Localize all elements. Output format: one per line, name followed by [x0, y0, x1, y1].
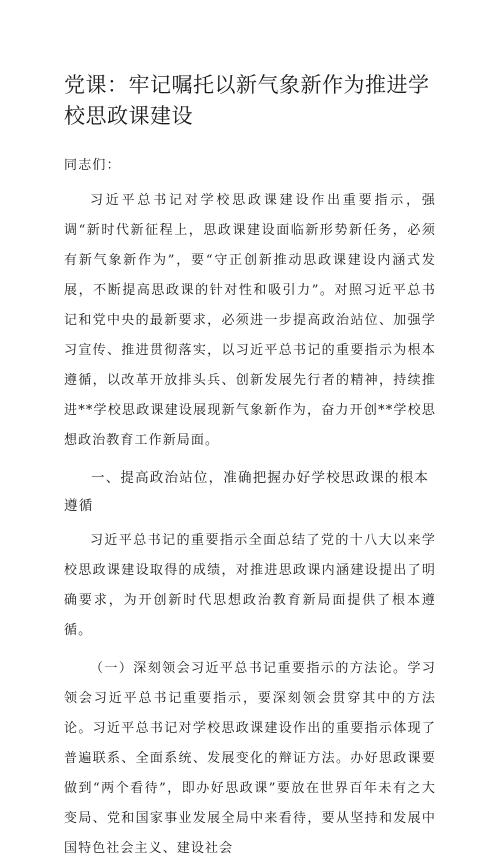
section-heading-1: 一、提高政治站位，准确把握办好学校思政课的根本遵循: [64, 470, 430, 514]
document-title: 党课：牢记嘱托以新气象新作为推进学校思政课建设: [64, 73, 430, 128]
salutation: 同志们：: [64, 158, 121, 173]
subsection-1-paragraph: （一）深刻领会习近平总书记重要指示的方法论。学习领会习近平总书记重要指示，要深刻领会贯穿其中的方法论。习近平总书记对学校思政课建设作出的重要指示体现了普遍联系、全面系统、发展变化的辩证方法。办好思政课要做到“两个看待”，即办好思政课”要放在世界百年未有之大变局、党和国家事业发展全局中来看待，要从坚持和发展中国特色社会主义、建设社会: [64, 661, 436, 856]
section-1-paragraph: 习近平总书记的重要指示全面总结了党的十八大以来学校思政课建设取得的成绩，对推进思政课内涵建设提出了明确要求，为开创新时代思想政治教育新局面提供了根本遵循。: [64, 533, 436, 638]
intro-paragraph: 习近平总书记对学校思政课建设作出重要指示，强调“新时代新征程上，思政课建设面临新形势新任务，必须有新气象新作为”，要“守正创新推动思政课建设内涵式发展，不断提高思政课的针对性和吸引力”。对照习近平总书记和党中央的最新要求，必须进一步提高政治站位、加强学习宣传、推进贯彻落实，以习近平总书记的重要指示为根本遵循，以改革开放排头兵、创新发展先行者的精神，持续推进**学校思政课建设展现新气象新作为，奋力开创**学校思想政治教育工作新局面。: [64, 193, 436, 448]
